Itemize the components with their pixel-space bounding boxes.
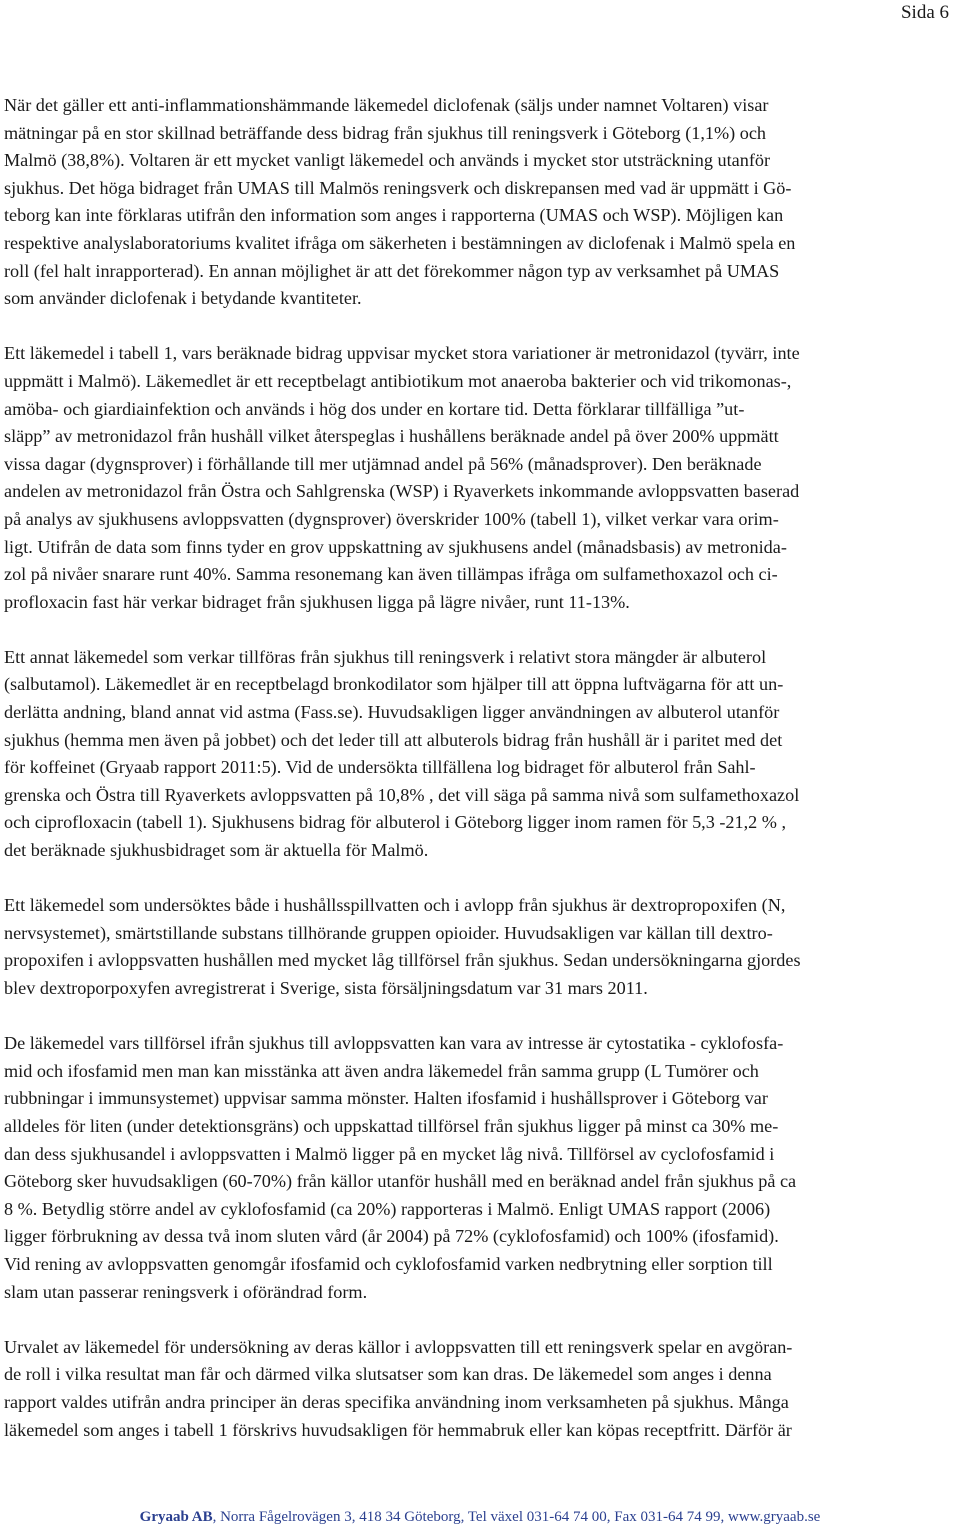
paragraph-urval: Urvalet av läkemedel för undersökning av deras källor i avloppsvatten till ett reningsverk spelar en avgöran- de roll i vilka resultat man får och därmed vilka slutsatser som kan dras. De läkemedel som anges i denna rapport valdes utifrån andra principer än deras specifika användning inom verksamheten på sjukhus. Många läkemedel som anges i tabell 1 förskrivs huvudsakligen för hemmabruk eller kan köpas receptfritt. Därför är — [4, 1336, 793, 1440]
page-footer — [0, 1508, 960, 1526]
paragraph-cytostatika: De läkemedel vars tillförsel ifrån sjukhus till avloppsvatten kan vara av intresse är cytostatika - cyklofosfa- mid och ifosfamid men man kan misstänka att även andra läkemedel från samma grupp (L Tumörer och rubbningar i immunsystemet) uppvisar samma mönster. Halten ifosfamid i hushållsprover i Göteborg var alldeles för liten (under detektionsgräns) och uppskattad tillförsel från sjukhus ligger på minst ca 30% me- dan dess sjukhusandel i avloppsvatten i Malmö ligger på en mycket låg nivå. Tillförsel av cyclofosfamid i Göteborg sker huvudsakligen (60-70%) från källor utanför hushåll med en beräknad andel från sjukhus på ca 8 %. Betydlig större andel av cyklofosfamid (ca 20%) rapporteras i Malmö. Enligt UMAS rapport (2006) ligger förbrukning av dessa två inom sluten vård (år 2004) på 72% (cyklofosfamid) och 100% (ifosfamid). Vid rening av avloppsvatten genomgår ifosfamid och cyklofosfamid varken nedbrytning eller sorption till slam utan passerar reningsverk i oförändrad form. — [4, 1033, 797, 1302]
paragraph-diclofenak: När det gäller ett anti-inflammationshämmande läkemedel diclofenak (säljs under namnet Voltaren) visar mätningar på en stor skillnad beträffande dess bidrag från sjukhus till reningsverk i Göteborg (1,1%) och Malmö (38,8%). Voltaren är ett mycket vanligt läkemedel och används i mycket stor utsträckning utanför sjukhus. Det höga bidraget från UMAS till Malmös reningsverk och diskrepansen med vad är uppmätt i Gö- teborg kan inte förklaras utifrån den information som anges i rapporterna (UMAS och WSP). Möjligen kan respektive analyslaboratoriums kvalitet ifråga om säkerheten i bestämningen av diclofenak i Malmö spela en roll (fel halt inrapporterad). En annan möjlighet är att det förekommer någon typ av verksamhet på UMAS som använder diclofenak i betydande kvantiteter. — [4, 95, 796, 309]
footer-company: Gryaab AB — [139, 1509, 213, 1525]
paragraph-albuterol: Ett annat läkemedel som verkar tillföras från sjukhus till reningsverk i relativt stora mängder är albuterol (salbutamol). Läkemedlet är en receptbelagd bronkodilator som hjälper till att öppna luftvägarna för att un- derlätta andning, bland annat vid astma (Fass.se). Huvudsakligen ligger användningen av albuterol utanför sjukhus (hemma men även på jobbet) och det leder till att albuterols bidrag från hushåll är i paritet med det för koffeinet (Gryaab rapport 2011:5). Vid de undersökta tillfällena log bidraget för albuterol från Sahl- grenska och Östra till Ryaverkets avloppsvatten på 10,8% , det vill säga på samma nivå som sulfamethoxazol och ciprofloxacin (tabell 1). Sjukhusens bidrag för albuterol i Göteborg ligger inom ramen för 5,3 -21,2 % , det beräknade sjukhusbidraget som är aktuella för Malmö. — [4, 646, 800, 861]
footer-contact-details: , Norra Fågelrovägen 3, 418 34 Göteborg, Tel växel 031-64 74 00, Fax 031-64 74 99, www.gryaab.se — [212, 1509, 821, 1525]
paragraph-dextropropoxifen: Ett läkemedel som undersöktes både i hushållsspillvatten och i avlopp från sjukhus är dextropropoxifen (N, nervsystemet), smärtstillande substans tillhörande gruppen opioider. Huvudsakligen var källan till dextro- propoxifen i avloppsvatten hushållen med mycket låg tillförsel från sjukhus. Sedan undersökningarna gjordes blev dextroporpoxyfen avregistrerat i Sverige, sista försäljningsdatum var 31 mars 2011. — [4, 895, 801, 998]
document-body — [4, 92, 957, 1472]
paragraph-metronidazol: Ett läkemedel i tabell 1, vars beräknade bidrag uppvisar mycket stora variationer är metronidazol (tyvärr, inte uppmätt i Malmö). Läkemedlet är ett receptbelagt antibiotikum mot anaeroba bakterier och vid trikomonas-, amöba- och giardiainfektion och används i hög dos under en kortare tid. Detta förklarar tillfälliga ”ut- släpp” av metronidazol från hushåll vilket återspeglas i hushållens beräknade andel på över 200% uppmätt vissa dagar (dygnsprover) i förhållande till mer utjämnad andel på 56% (månadsprover). Den beräknade andelen av metronidazol från Östra och Sahlgrenska (WSP) i Ryaverkets inkommande avloppsvatten baserad på analys av sjukhusens avloppsvatten (dygnsprover) överskrider 100% (tabell 1), vilket verkar vara orim- ligt. Utifrån de data som finns tyder en grov uppskattning av sjukhusens andel (månadsbasis) av metronida- zol på nivåer snarare runt 40%. Samma resonemang kan även tillämpas ifråga om sulfamethoxazol och ci- profloxacin fast här verkar bidraget från sjukhusen ligga på lägre nivåer, runt 11-13%. — [4, 343, 800, 612]
page-number: Sida 6 — [900, 2, 949, 23]
